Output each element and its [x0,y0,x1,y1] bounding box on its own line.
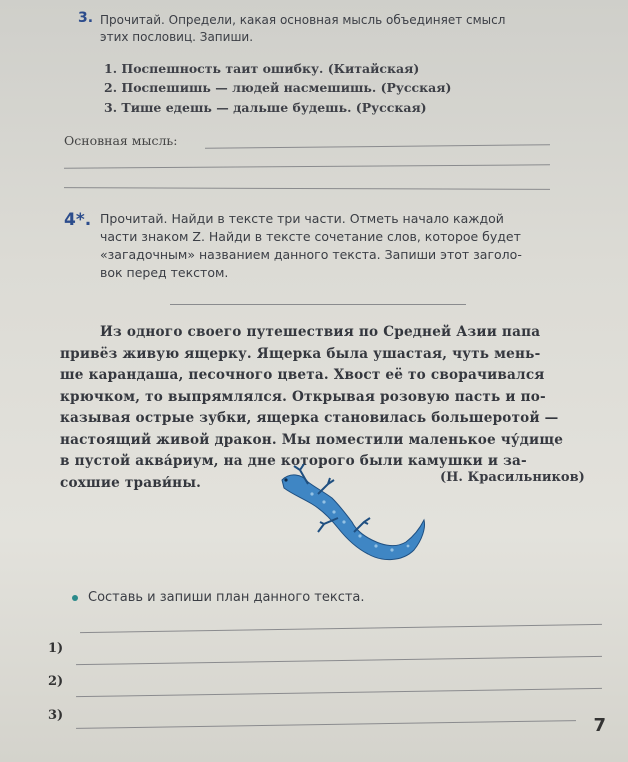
plan-line-2[interactable] [76,688,602,697]
proverb-2: 2. Поспешишь — людей насмешишь. (Русская) [104,80,452,95]
task3-number: 3. [78,10,94,26]
lizard-eye [284,478,287,481]
task4-line-4: вок перед текстом. [100,265,229,280]
story-line: в пустой аква́риум, на дне которого были камушки и за- [60,453,527,469]
lizard-illustration [272,462,442,574]
plan-instruction [72,590,365,605]
story-line: настоящий живой дракон. Мы поместили маленькое чу́дище [60,431,564,448]
proverb-1: 1. Поспешность таит ошибку. (Китайская) [104,61,420,76]
plan-line-0[interactable] [80,624,602,633]
proverb-3: 3. Тише едешь — дальше будешь. (Русская) [104,100,427,115]
main-idea-label: Основная мысль: [64,133,178,148]
task4-line-1: Прочитай. Найди в тексте три части. Отметь начало каждой [100,211,504,226]
task4-number: 4*. [64,210,92,230]
story-line: привёз живую ящерку. Ящерка была ушастая, чуть мень- [60,345,541,362]
answer-line-2[interactable] [64,164,550,168]
story-line: казывая острые зубки, ящерка становилась большеротой — [60,410,559,426]
answer-line-3[interactable] [64,187,550,190]
title-answer-line[interactable] [170,304,466,305]
bullet-icon [72,595,78,601]
story-author: (Н. Красильников) [440,470,585,485]
task4-line-3: «загадочным» названием данного текста. Запиши этот заголо- [100,247,522,262]
plan-instruction-text: Составь и запиши план данного текста. [88,590,365,605]
plan-item-3: 3) [48,708,64,723]
task3-instruction-line2: этих пословиц. Запиши. [100,30,254,44]
task3-instruction [100,12,570,46]
task3-instruction-line1: Прочитай. Определи, какая основная мысль объединяет смысл [100,13,506,27]
task4-instruction [100,210,570,282]
story-line: ше карандаша, песочного цвета. Хвост её то сворачивался [60,367,545,383]
plan-line-1[interactable] [76,656,602,665]
story-line: сохшие трави́ны. [60,474,202,491]
story-line: Из одного своего путешествия по Средней Азии папа [100,324,541,340]
story-line: крючком, то выпрямлялся. Открывая розовую пасть и по- [60,388,546,405]
page-number: 7 [593,715,606,736]
answer-line-1[interactable] [205,144,550,149]
task4-line-2: части знаком Z. Найди в тексте сочетание слов, которое будет [100,229,521,244]
plan-item-2: 2) [48,674,64,689]
plan-item-1: 1) [48,641,64,656]
plan-line-3[interactable] [76,720,576,729]
